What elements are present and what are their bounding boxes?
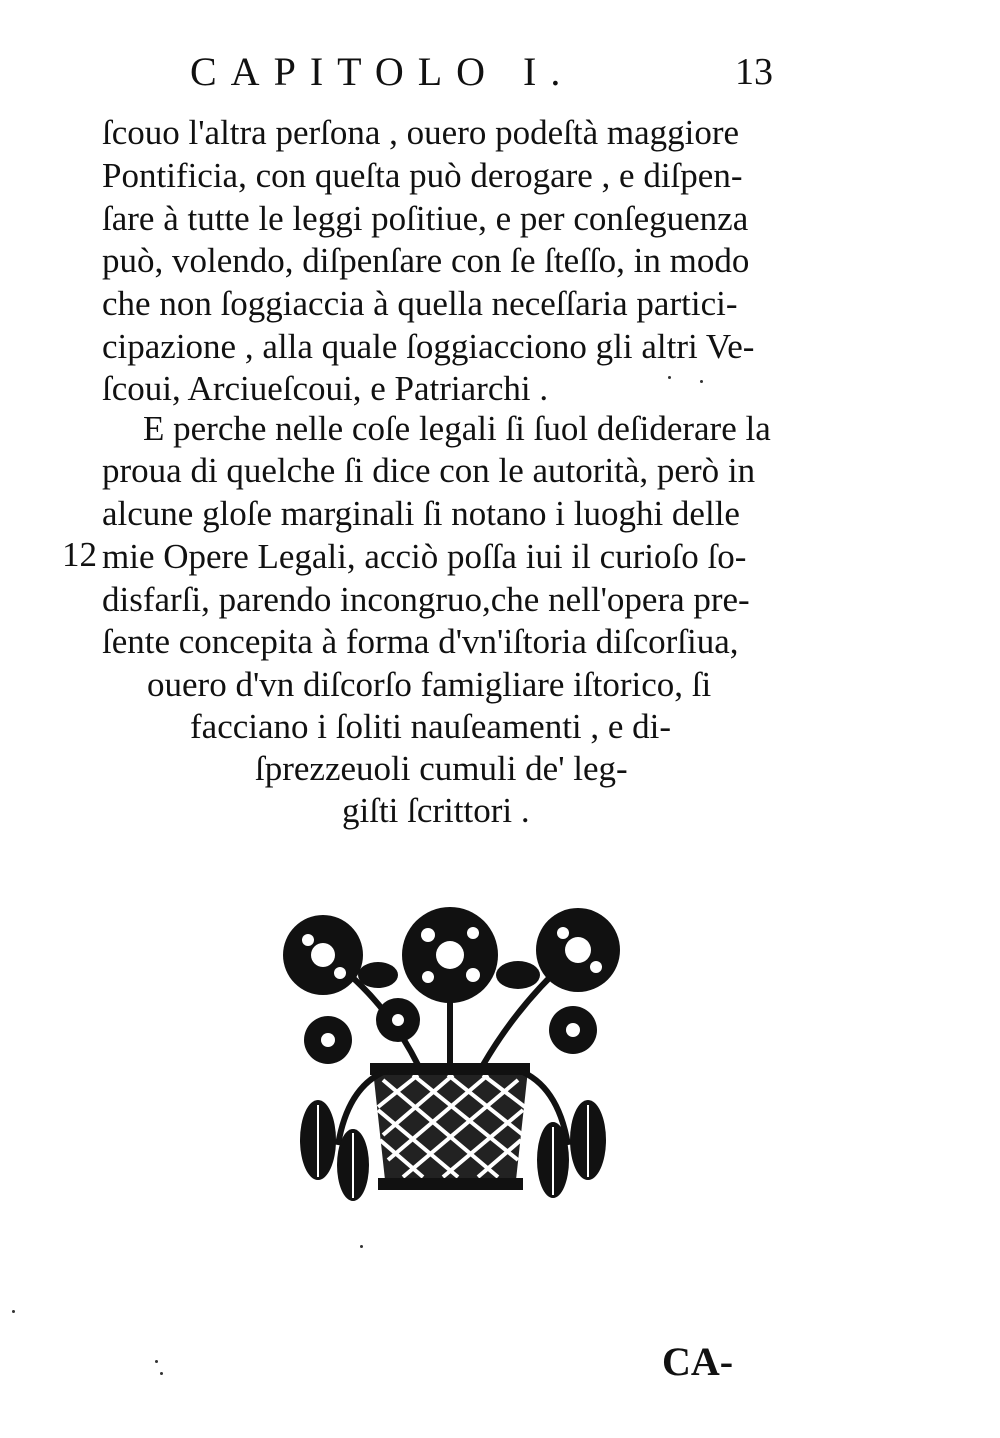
text-line: ſente concepita à forma d'vn'iſtoria diſcorſiua,: [102, 622, 739, 661]
page-number: 13: [735, 51, 773, 93]
flower-basket-woodcut-icon: [278, 895, 623, 1220]
text-line: proua di quelche ſi dice con le autorità, però in: [102, 451, 756, 490]
text-line: mie Opere Legali, acciò poſſa iui il curioſo ſo-: [102, 537, 747, 576]
text-line: ſcouo l'altra perſona , ouero podeſtà maggiore: [102, 113, 740, 152]
text-line: Pontificia, con queſta può derogare , e diſpen-: [102, 156, 743, 195]
margin-note-number: 12: [62, 535, 97, 574]
paper-speck: [700, 380, 703, 383]
text-line: facciano i ſoliti nauſeamenti , e di-: [190, 707, 672, 746]
paper-speck: [668, 376, 671, 379]
paper-speck: [360, 1245, 363, 1248]
paper-speck: [160, 1372, 163, 1375]
text-line: E perche nelle coſe legali ſi ſuol deſiderare la: [143, 409, 771, 448]
text-line: cipazione , alla quale ſoggiacciono gli altri Ve-: [102, 327, 755, 366]
text-line: giſti ſcrittori .: [342, 791, 530, 830]
text-line: alcune gloſe marginali ſi notano i luoghi delle: [102, 494, 740, 533]
text-line: può, volendo, diſpenſare con ſe ſteſſo, in modo: [102, 241, 750, 280]
catchword: CA-: [662, 1339, 734, 1384]
text-line: ſprezzeuoli cumuli de' leg-: [255, 749, 628, 788]
text-line: ſare à tutte le leggi poſitiue, e per conſeguenza: [102, 199, 749, 238]
paper-speck: [12, 1310, 15, 1313]
page-header-title: CAPITOLO I.: [190, 49, 575, 94]
text-line: ouero d'vn diſcorſo famigliare iſtorico, ſi: [147, 665, 712, 704]
paper-speck: [155, 1360, 158, 1363]
text-line: che non ſoggiaccia à quella neceſſaria partici-: [102, 284, 738, 323]
text-line: ſcoui, Arciueſcoui, e Patriarchi .: [102, 369, 549, 408]
text-line: disfarſi, parendo incongruo,che nell'opera pre-: [102, 580, 750, 619]
